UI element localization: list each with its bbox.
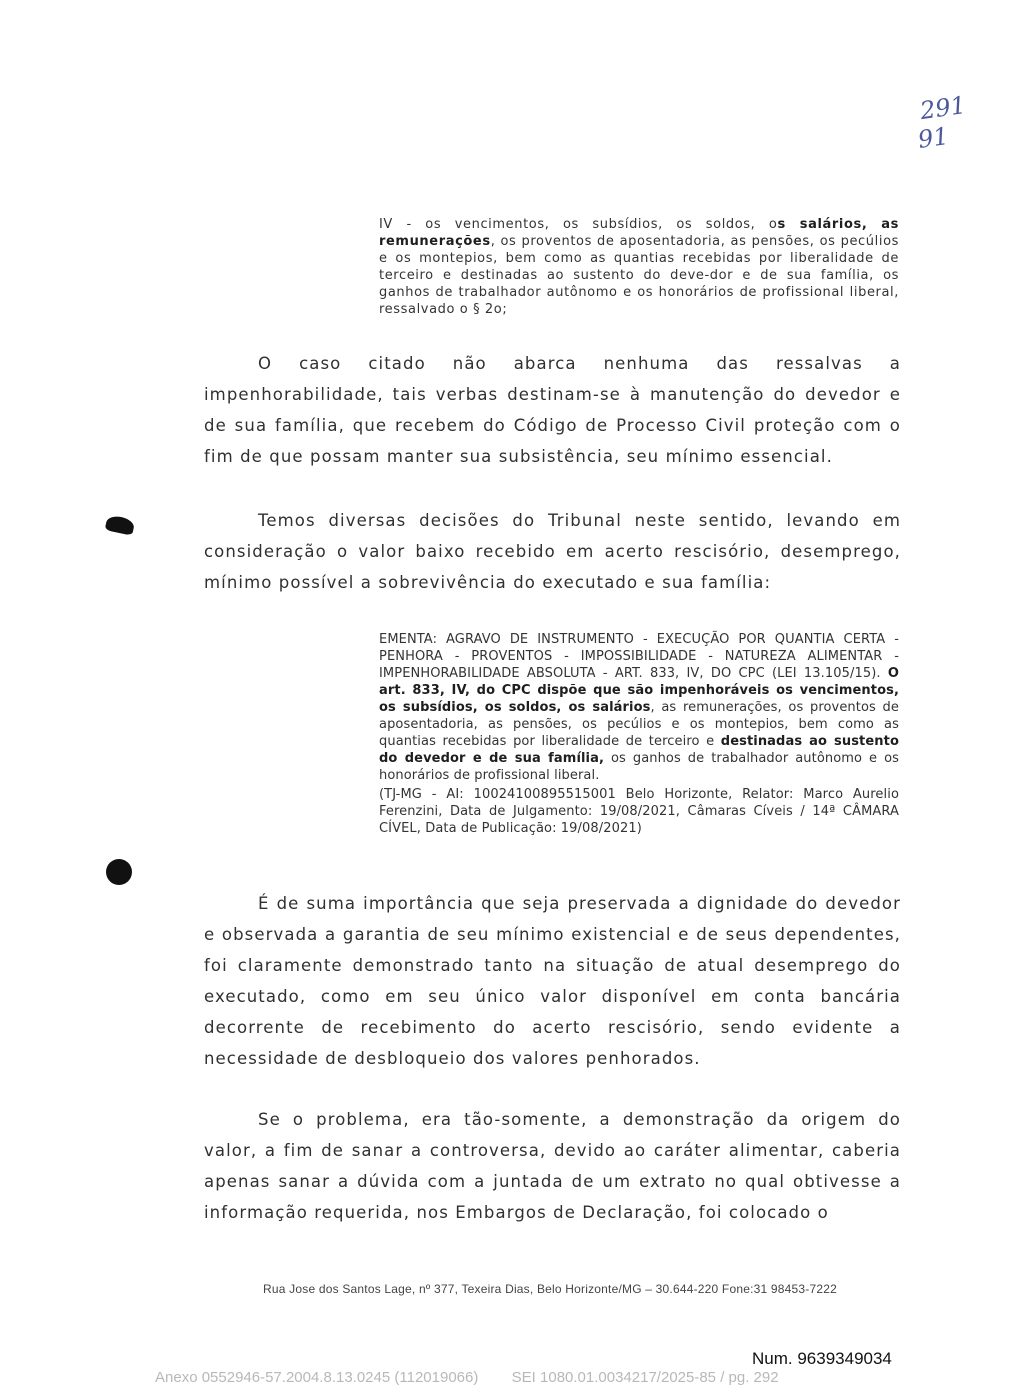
paragraph-2 bbox=[204, 505, 901, 598]
paragraph-4-text: Se o problema, era tão-somente, a demonstração da origem do valor, a fim de sanar a controversa, devido ao caráter alimentar, caberia apenas sanar a dúvida com a juntada de um extrato no qual obtivesse a informação requerida, nos Embargos de Declaração, foi colocado o bbox=[204, 1110, 901, 1222]
punch-hole-mark-top bbox=[105, 514, 136, 535]
paragraph-2-text: Temos diversas decisões do Tribunal neste sentido, levando em consideração o valor baixo recebido em acerto rescisório, desemprego, mínimo possível a sobrevivência do executado e sua família: bbox=[204, 511, 901, 592]
ementa-bold-1: O art. 833, IV, do CPC dispõe que são impenhoráveis os vencimentos, os subsídios, os soldos, os salários bbox=[379, 666, 899, 715]
footer-address: Rua Jose dos Santos Lage, nº 377, Texeira Dias, Belo Horizonte/MG – 30.644-220 Fone:31 98453-7222 bbox=[263, 1282, 837, 1296]
ementa-bold-2: destinadas ao sustento do devedor e de sua família, bbox=[379, 734, 899, 766]
legal-quote-art-833 bbox=[379, 216, 899, 318]
handwritten-page-number: 291 bbox=[918, 90, 968, 126]
ementa-citation: (TJ-MG - AI: 10024100895515001 Belo Horizonte, Relator: Marco Aurelio Ferenzini, Data de Julgamento: 19/08/2021, Câmaras Cíveis / 14ª CÂMARA CÍVEL, Data de Publicação: 19/08/2021) bbox=[379, 787, 899, 836]
quote1-text: IV - os vencimentos, os subsídios, os soldos, o bbox=[379, 217, 778, 232]
ementa-text-2: , as remunerações, os proventos de aposentadoria, as pensões, os pecúlios e os montepios, bem como as quantias recebidas por liberalidade de terceiro e bbox=[379, 700, 899, 749]
paragraph-3 bbox=[204, 888, 901, 1074]
paragraph-1 bbox=[204, 348, 901, 472]
paragraph-1-text: O caso citado não abarca nenhuma das ressalvas a impenhorabilidade, tais verbas destinam-se à manutenção do devedor e de sua família, que recebem do Código de Processo Civil proteção com o fim de que possam manter sua subsistência, seu mínimo essencial. bbox=[204, 354, 901, 466]
legal-quote-ementa bbox=[379, 631, 899, 837]
quote1-text-end: , os proventos de aposentadoria, as pensões, os pecúlios e os montepios, bem como as quantias recebidas por liberalidade de terceiro e destinadas ao sustento do deve-dor e de sua família, os ganhos de trabalhador autônomo e os honorários de profissional liberal, ressalvado o § 2o; bbox=[379, 234, 899, 317]
punch-hole-mark-bottom bbox=[106, 859, 132, 885]
handwritten-initials: 91 bbox=[916, 122, 951, 154]
quote1-bold: s salários, as remunerações bbox=[379, 217, 899, 249]
document-number: Num. 9639349034 bbox=[752, 1349, 892, 1368]
attachment-stamp: Anexo 0552946-57.2004.8.13.0245 (112019066) SEI 1080.01.0034217/2025-85 / pg. 292 bbox=[155, 1369, 779, 1386]
paragraph-4 bbox=[204, 1104, 901, 1228]
ementa-text-3: os ganhos de trabalhador autônomo e os honorários de profissional liberal. bbox=[379, 751, 899, 783]
paragraph-3-text: É de suma importância que seja preservada a dignidade do devedor e observada a garantia de seu mínimo existencial e de seus dependentes, foi claramente demonstrado tanto na situação de atual desemprego do executado, como em seu único valor disponível em conta bancária decorrente de recebimento do acerto rescisório, sendo evidente a necessidade de desbloqueio dos valores penhorados. bbox=[204, 894, 901, 1068]
ementa-text-1: EMENTA: AGRAVO DE INSTRUMENTO - EXECUÇÃO POR QUANTIA CERTA - PENHORA - PROVENTOS - IMPOSSIBILIDADE - NATUREZA ALIMENTAR - IMPENHORABILIDADE ABSOLUTA - ART. 833, IV, DO CPC (LEI 13.105/15). bbox=[379, 632, 899, 681]
